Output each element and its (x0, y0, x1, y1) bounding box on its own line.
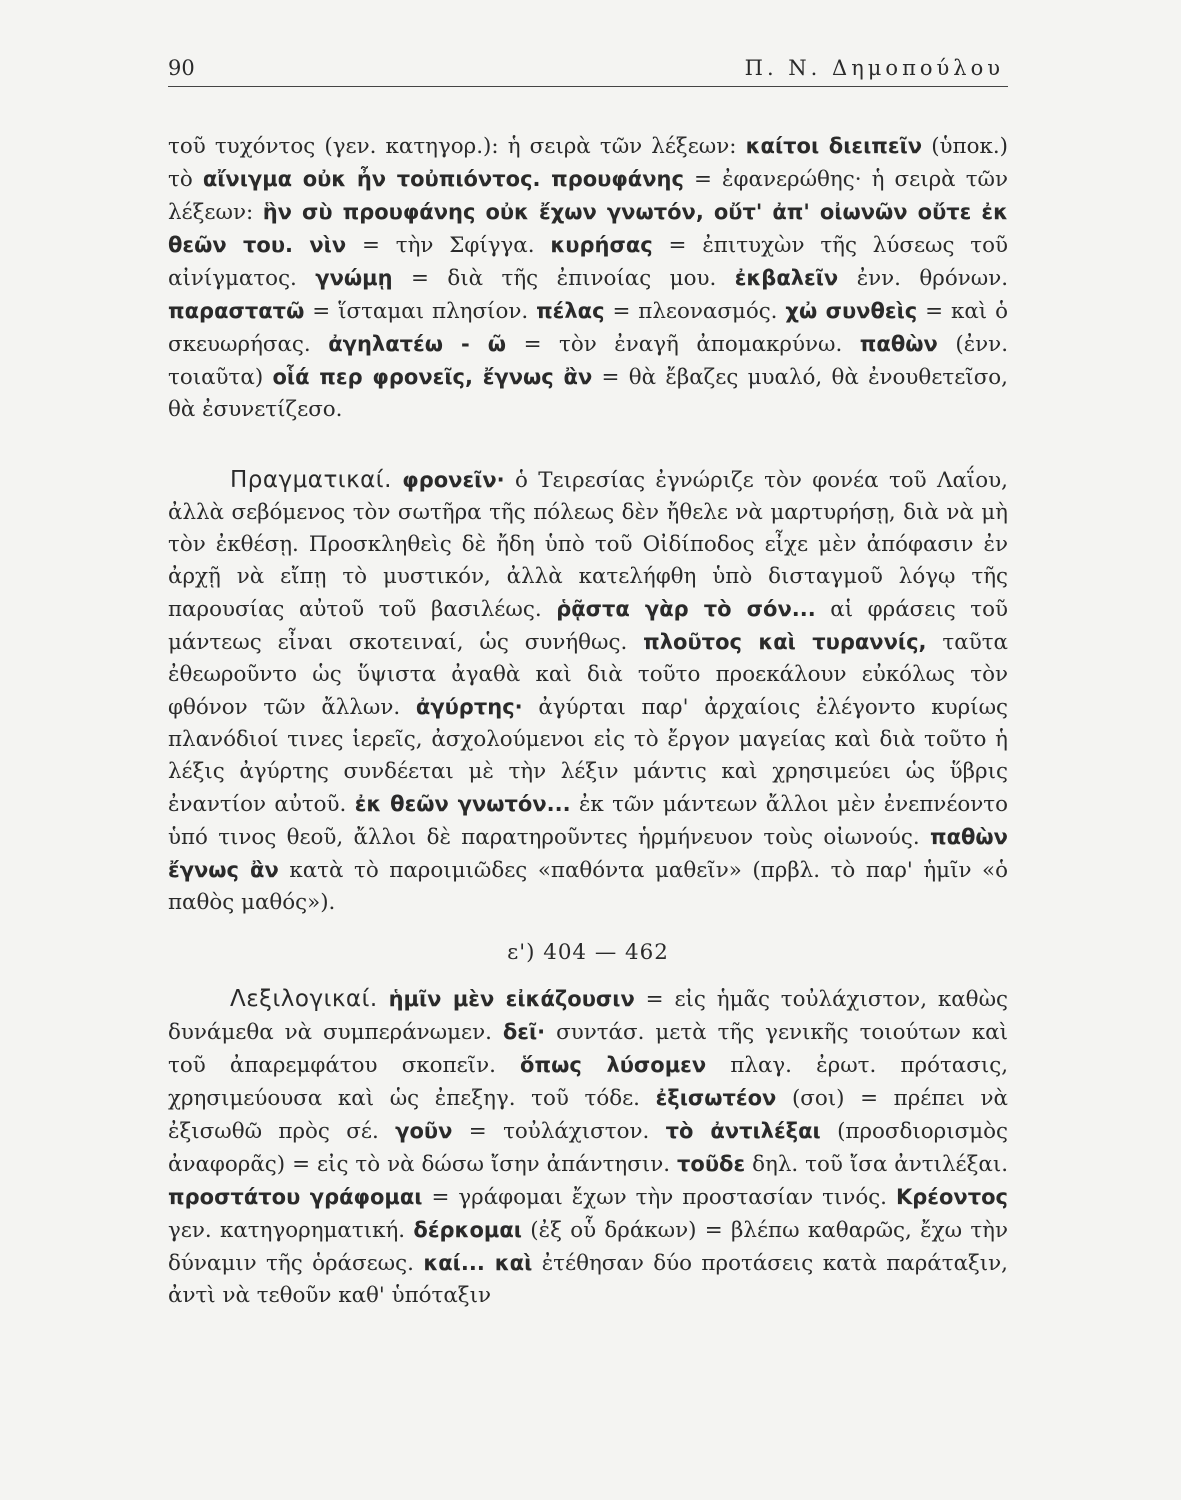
paragraph-notes-lexical-2: Λεξιλογικαί. ἡμῖν μὲν εἰκάζουσιν = εἰς ἡμᾶς τοὐλάχιστον, καθὼς δυνάμεθα νὰ συμπεράνωμεν. δεῖ· συντάσ. μετὰ τῆς γενικῆς τοιούτων καὶ τοῦ ἀπαρεμφάτου σκοπεῖν. ὅπως λύσομεν πλαγ. ἐρωτ. πρότασις, χρησιμεύουσα καὶ ὡς ἐπεξηγ. τοῦ τόδε. ἐξισωτέον (σοι) = πρέπει νὰ ἐξισωθῶ πρὸς σέ. γοῦν = τοὐλάχιστον. τὸ ἀντιλέξαι (προσδιορισμὸς ἀναφορᾶς) = εἰς τὸ νὰ δώσω ἴσην ἀπάντησιν. τοῦδε δηλ. τοῦ ἴσα ἀντιλέξαι. προστάτου γράφομαι = γράφομαι ἔχων τὴν προστασίαν τινός. Κρέοντος γεν. κατηγορηματική. δέρκομαι (ἐξ οὗ δράκων) = βλέπω καθαρῶς, ἔχω τὴν δύναμιν τῆς ὁράσεως. καί... καὶ ἐτέθησαν δύο προτάσεις κατὰ παράταξιν, ἀντὶ νὰ τεθοῦν καθ' ὑπόταξιν (168, 986, 1009, 1308)
page-header (168, 52, 1008, 87)
paragraph-notes-factual: Πραγματικαί. φρονεῖν· ὁ Τειρεσίας ἐγνώριζε τὸν φονέα τοῦ Λαΐου, ἀλλὰ σεβόμενος τὸν σωτῆρα τῆς πόλεως δὲν ἤθελε νὰ μαρτυρήσῃ, διὰ νὰ μὴ τὸν ἐκθέσῃ. Προσκληθεὶς δὲ ἤδη ὑπὸ τοῦ Οἰδίποδος εἶχε μὲν ἀπόφασιν ἐν ἀρχῇ νὰ εἴπῃ τὸ μυστικόν, ἀλλὰ κατελήφθη ὑπὸ δισταγμοῦ λόγῳ τῆς παρουσίας αὐτοῦ τοῦ βασιλέως. ῥᾷστα γὰρ τὸ σόν... αἱ φράσεις τοῦ μάντεως εἶναι σκοτειναί, ὡς συνήθως. πλοῦτος καὶ τυραννίς, ταῦτα ἐθεωροῦντο ὡς ὕψιστα ἀγαθὰ καὶ διὰ τοῦτο προεκάλουν εὐκόλως τὸν φθόνον τῶν ἄλλων. ἀγύρτης· ἀγύρται παρ' ἀρχαίοις ἐλέγοντο κυρίως πλανόδιοί τινες ἱερεῖς, ἀσχολούμενοι εἰς τὸ ἔργον μαγείας καὶ διὰ τοῦτο ἡ λέξις ἀγύρτης συνδέεται μὲ τὴν λέξιν μάντις καὶ χρησιμεύει ὡς ὕβρις ἐναντίον αὐτοῦ. ἐκ θεῶν γνωτόν... ἐκ τῶν μάντεων ἄλλοι μὲν ἐνεπνέοντο ὑπό τινος θεοῦ, ἄλλοι δὲ παρατηροῦντες ἡρμήνευον τοὺς οἰωνούς. παθὼν ἔγνως ἂν κατὰ τὸ παροιμιῶδες «παθόντα μαθεῖν» (πρβλ. τὸ παρ' ἡμῖν «ὁ παθὸς μαθός»). (168, 467, 1008, 915)
section-heading-lexical: Λεξιλογικαί. (230, 986, 378, 1012)
section-heading-factual: Πραγματικαί. (230, 467, 392, 493)
page-number: 90 (168, 56, 195, 80)
running-head: Π. Ν. Δημοπούλου (744, 56, 1004, 80)
paragraph-notes-lexical: τοῦ τυχόντος (γεν. κατηγορ.): ἡ σειρὰ τῶν λέξεων: καίτοι διειπεῖν (ὑποκ.) τὸ αἴνιγμα οὐκ ἦν τοὐπιόντος. προυφάνης = ἐφανερώθης· ἡ σειρὰ τῶν λέξεων: ἣν σὺ προυφάνης οὐκ ἔχων γνωτόν, οὔτ' ἀπ' οἰωνῶν οὔτε ἐκ θεῶν του. νὶν = τὴν Σφίγγα. κυρήσας = ἐπιτυχὼν τῆς λύσεως τοῦ αἰνίγματος. γνώμῃ = διὰ τῆς ἐπινοίας μου. ἐκβαλεῖν ἐνν. θρόνων. παραστατῶ = ἵσταμαι πλησίον. πέλας = πλεονασμός. χὠ συνθεὶς = καὶ ὁ σκευωρήσας. ἀγηλατέω - ῶ = τὸν ἐναγῆ ἀπομακρύνω. παθὼν (ἐνν. τοιαῦτα) οἷά περ φρονεῖς, ἔγνως ἂν = θὰ ἔβαζες μυαλό, θὰ ἐνουθετεῖσο, θὰ ἐσυνετίζεσο. (168, 134, 1009, 422)
page-body (168, 130, 1008, 1312)
section-number: ε') 404 — 462 (507, 940, 669, 965)
